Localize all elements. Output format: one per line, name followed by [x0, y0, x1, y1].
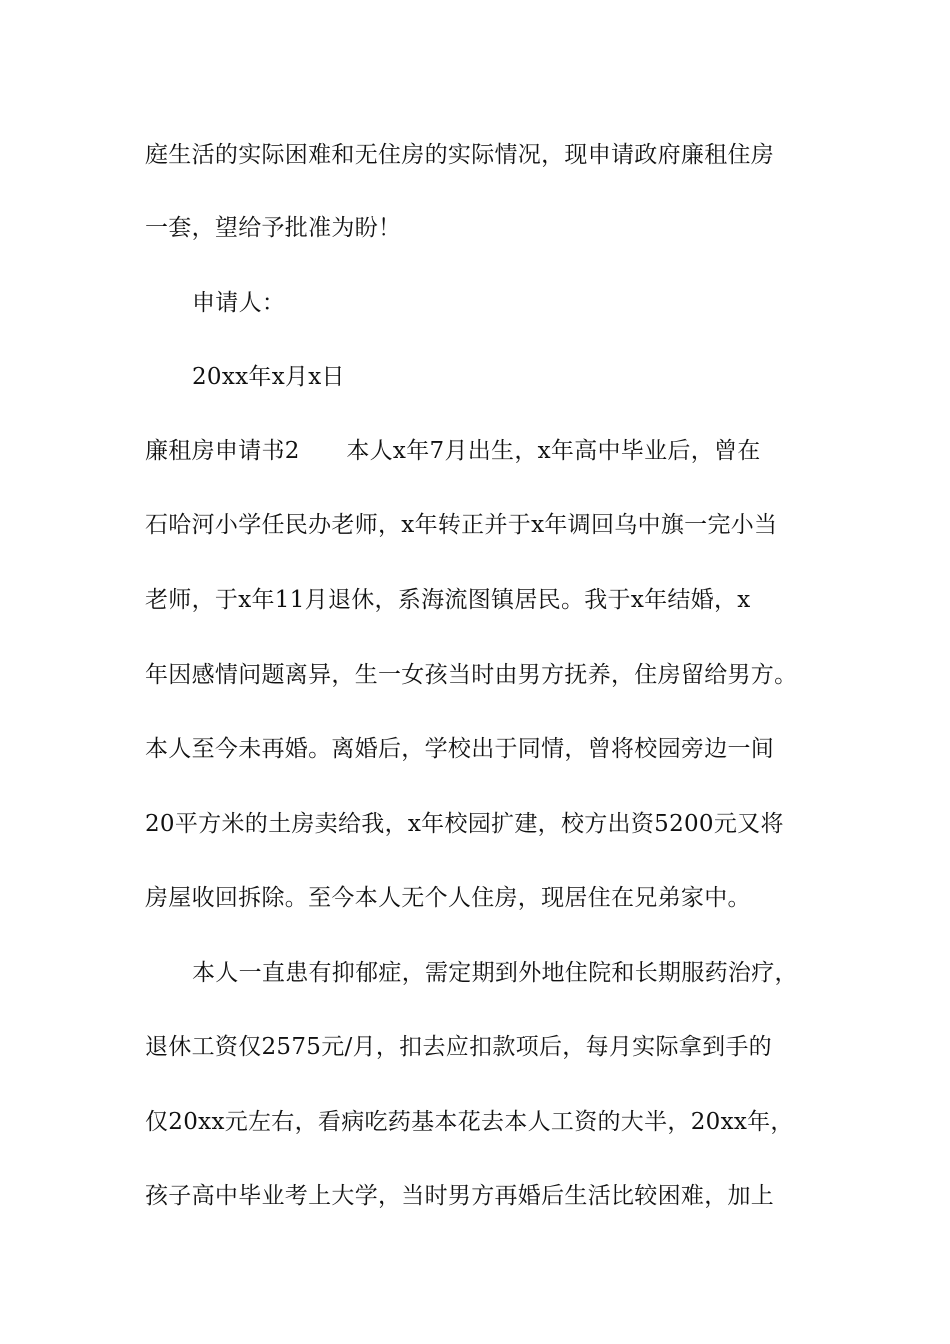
text-line: 老师，于x年11月退休，系海流图镇居民。我于x年结婚，x — [145, 587, 751, 613]
signature-label: 申请人： — [192, 290, 286, 316]
text-line: 石哈河小学任民办老师，x年转正并于x年调回乌中旗一完小当 — [145, 512, 778, 538]
section-heading-line: 廉租房申请书2 本人x年7月出生，x年高中毕业后，曾在 — [145, 438, 761, 464]
text-line: 仅20xx元左右，看病吃药基本花去本人工资的大半，20xx年， — [145, 1109, 794, 1135]
text-line: 一套，望给予批准为盼！ — [145, 215, 402, 241]
paragraph-start-line: 本人一直患有抑郁症，需定期到外地住院和长期服药治疗， — [192, 960, 798, 986]
text-line: 本人至今未再婚。离婚后，学校出于同情，曾将校园旁边一间 — [145, 736, 775, 762]
text-line: 年因感情问题离异，生一女孩当时由男方抚养，住房留给男方。 — [145, 662, 798, 688]
date-line: 20xx年x月x日 — [192, 364, 345, 390]
text-line: 孩子高中毕业考上大学，当时男方再婚后生活比较困难，加上 — [145, 1183, 775, 1209]
text-line: 20平方米的土房卖给我，x年校园扩建，校方出资5200元又将 — [145, 811, 784, 837]
text-line: 退休工资仅2575元/月，扣去应扣款项后，每月实际拿到手的 — [145, 1034, 772, 1060]
text-line: 庭生活的实际困难和无住房的实际情况，现申请政府廉租住房 — [145, 142, 775, 168]
text-line: 房屋收回拆除。至今本人无个人住房，现居住在兄弟家中。 — [145, 885, 751, 911]
